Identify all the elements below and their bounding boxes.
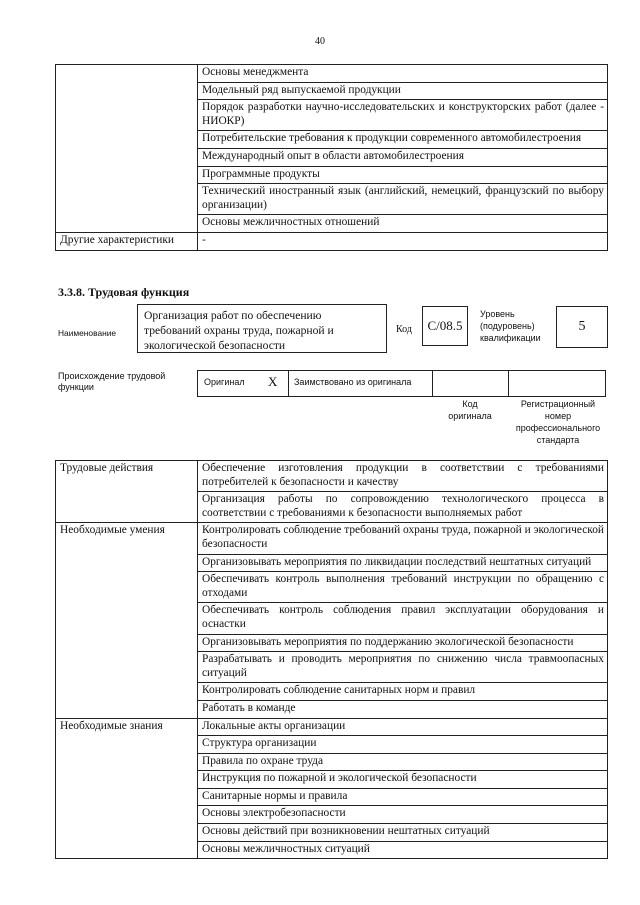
original-cell (198, 371, 289, 396)
knowledge-item: Международный опыт в области автомобилестроения (198, 148, 608, 166)
origin-row (197, 370, 606, 397)
list-item: Локальные акты организации (198, 718, 608, 736)
list-item: Основы действий при возникновении нештатных ситуаций (198, 824, 608, 842)
original-mark: X (268, 374, 278, 389)
list-item: Контролировать соблюдение санитарных норм и правил (198, 683, 608, 701)
list-item: Структура организации (198, 736, 608, 754)
function-name-box: Организация работ по обеспечению требований охраны труда, пожарной и экологической безопасности (137, 304, 387, 353)
knowledge-item: Основы менеджмента (198, 65, 608, 83)
list-item: Работать в команде (198, 700, 608, 718)
empty-label-cell (56, 65, 198, 233)
labor-function-table (55, 460, 608, 859)
list-item: Правила по охране труда (198, 753, 608, 771)
list-item: Основы электробезопасности (198, 806, 608, 824)
table-row (56, 523, 608, 554)
borrowed-cell (288, 371, 433, 396)
list-item: Организовывать мероприятия по поддержанию экологической безопасности (198, 634, 608, 652)
table-row (56, 718, 608, 736)
knowledge-continuation-table (55, 64, 608, 251)
name-label: Наименование (58, 328, 117, 338)
borrowed-label: Заимствовано из оригинала (294, 377, 412, 387)
code-original-caption: Код оригинала (448, 399, 492, 421)
knowledge-item: Порядок разработки научно-исследовательских и конструкторских работ (далее - НИОКР) (198, 100, 608, 131)
list-item: Инструкция по пожарной и экологической безопасности (198, 771, 608, 789)
group-label-knowledge: Необходимые знания (56, 718, 198, 859)
list-item: Обеспечивать контроль соблюдения правил эксплуатации оборудования и оснастки (198, 603, 608, 634)
list-item: Санитарные нормы и правила (198, 788, 608, 806)
level-value-box: 5 (556, 306, 608, 348)
knowledge-item: Технический иностранный язык (английский, немецкий, французский по выбору организации) (198, 184, 608, 215)
knowledge-item: Потребительские требования к продукции современного автомобилестроения (198, 131, 608, 149)
table-row (56, 461, 608, 492)
knowledge-item: Основы межличностных отношений (198, 215, 608, 233)
list-item: Организовывать мероприятия по ликвидации последствий нештатных ситуаций (198, 554, 608, 572)
list-item: Обеспечение изготовления продукции в соответствии с требованиями потребителей к безопасности и качеству (198, 461, 608, 492)
original-label: Оригинал (204, 377, 245, 387)
list-item: Разрабатывать и проводить мероприятия по снижению числа травмоопасных ситуаций (198, 652, 608, 683)
knowledge-item: Программные продукты (198, 166, 608, 184)
list-item: Обеспечивать контроль выполнения требований инструкции по обращению с отходами (198, 572, 608, 603)
reg-number-caption: Регистрационный номер профессионального стандарта (515, 399, 601, 445)
code-value-box: C/08.5 (422, 306, 468, 346)
group-label-skills: Необходимые умения (56, 523, 198, 718)
knowledge-item: Модельный ряд выпускаемой продукции (198, 82, 608, 100)
group-label-actions: Трудовые действия (56, 461, 198, 523)
reg-number-cell (508, 371, 605, 396)
page-number: 40 (315, 36, 325, 47)
code-original-cell (432, 371, 509, 396)
other-characteristics-value: - (198, 232, 608, 250)
table-row (56, 232, 608, 250)
origin-label: Происхождение трудовой функции (58, 371, 166, 392)
table-row (56, 65, 608, 83)
list-item: Основы межличностных ситуаций (198, 841, 608, 859)
section-heading: 3.3.8. Трудовая функция (58, 285, 190, 299)
code-label: Код (396, 324, 412, 335)
level-label: Уровень (подуровень) квалификации (480, 309, 541, 343)
list-item: Контролировать соблюдение требований охраны труда, пожарной и экологической безопасности (198, 523, 608, 554)
other-characteristics-label: Другие характеристики (56, 232, 198, 250)
list-item: Организация работы по сопровождению технологического процесса в соответствии с требованиями к безопасности выполняемых работ (198, 492, 608, 523)
